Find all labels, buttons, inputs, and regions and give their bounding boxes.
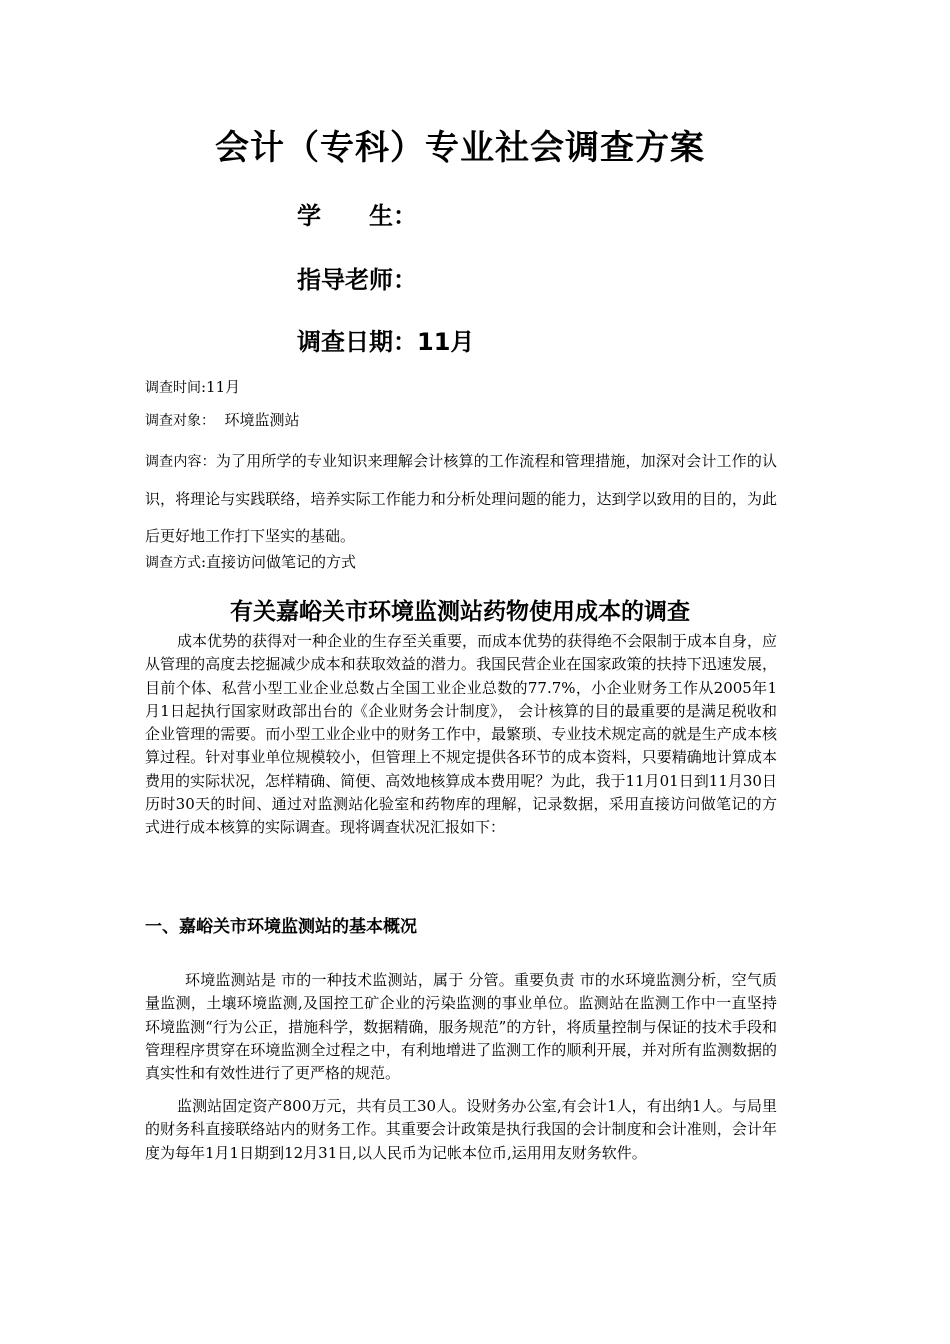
survey-content [145, 443, 777, 555]
survey-date-line: 调查日期：11月 [297, 328, 475, 356]
section-paragraph: 监测站固定资产800万元，共有员工30人。设财务办公室,有会计1人，有出纳1人。与局里的财务科直接联络站内的财务工作。其重要会计政策是执行我国的会计制度和会计准则，会计年度为每年1月1日期到12月31日,以人民币为记帐本位币,运用用友财务软件。 [145, 1097, 777, 1162]
student-line [297, 196, 417, 231]
report-subtitle: 有关嘉峪关市环境监测站药物使用成本的调查 [230, 599, 690, 625]
survey-object-label: 调查对象： [145, 413, 215, 429]
survey-method-label: 调查方式 [145, 555, 201, 571]
survey-content-value: 为了用所学的专业知识来理解会计核算的工作流程和管理措施，加深对会计工作的认识，将理论与实践联络，培养实际工作能力和分析处理问题的能力，达到学以致用的目的，为此后更好地工作打下坚实的基础。 [145, 452, 777, 545]
student-label: 学 [297, 202, 321, 230]
survey-method-value: :直接访问做笔记的方式 [201, 553, 357, 571]
advisor-line: 指导老师： [297, 266, 417, 294]
section-paragraph: 环境监测站是 市的一种技术监测站，属于 分管。重要负责 市的水环境监测分析，空气质量监测，土壤环境监测,及国控工矿企业的污染监测的事业单位。监测站在监测工作中一直坚持环境监测“行为公正，措施科学，数据精确，服务规范”的方针，将质量控制与保证的技术手段和管理程序贯穿在环境监测全过程之中，有利地增进了监测工作的顺利开展，并对所有监测数据的真实性和有效性进行了更严格的规范。 [145, 971, 777, 1083]
survey-time-label: 调查时间 [145, 380, 201, 396]
student-label-suffix: 生： [369, 202, 417, 230]
survey-object-value: 环境监测站 [215, 411, 300, 429]
section-heading: 一、嘉峪关市环境监测站的基本概况 [145, 917, 417, 937]
document-title: 会计（专科）专业社会调查方案 [215, 128, 705, 168]
survey-object [145, 410, 777, 431]
survey-content-label: 调查内容： [145, 454, 216, 470]
intro-paragraph: 成本优势的获得对一种企业的生存至关重要，而成本优势的获得绝不会限制于成本自身，应从管理的高度去挖掘减少成本和获取效益的潜力。我国民营企业在国家政策的扶持下迅速发展，目前个体、私营小型工业企业总数占全国工业企业总数的77.7%，小企业财务工作从2005年1月1日起执行国家财政部出台的《企业财务会计制度》， 会计核算的目的最重要的是满足税收和企业管理的需要。而小型工业企业中的财务工作中，最繁琐、专业技术规定高的就是生产成本核算过程。针对事业单位规模较小，但管理上不规定提供各环节的成本资料，只要精确地计算成本费用的实际状况，怎样精确、简便、高效地核算成本费用呢？为此，我于11月01日到11月30日历时30天的时间、通过对监测站化验室和药物库的理解，记录数据，采用直接访问做笔记的方式进行成本核算的实际调查。现将调查状况汇报如下： [145, 632, 778, 837]
survey-time [145, 377, 777, 398]
survey-method [145, 552, 777, 573]
survey-time-value: :11月 [201, 378, 241, 396]
